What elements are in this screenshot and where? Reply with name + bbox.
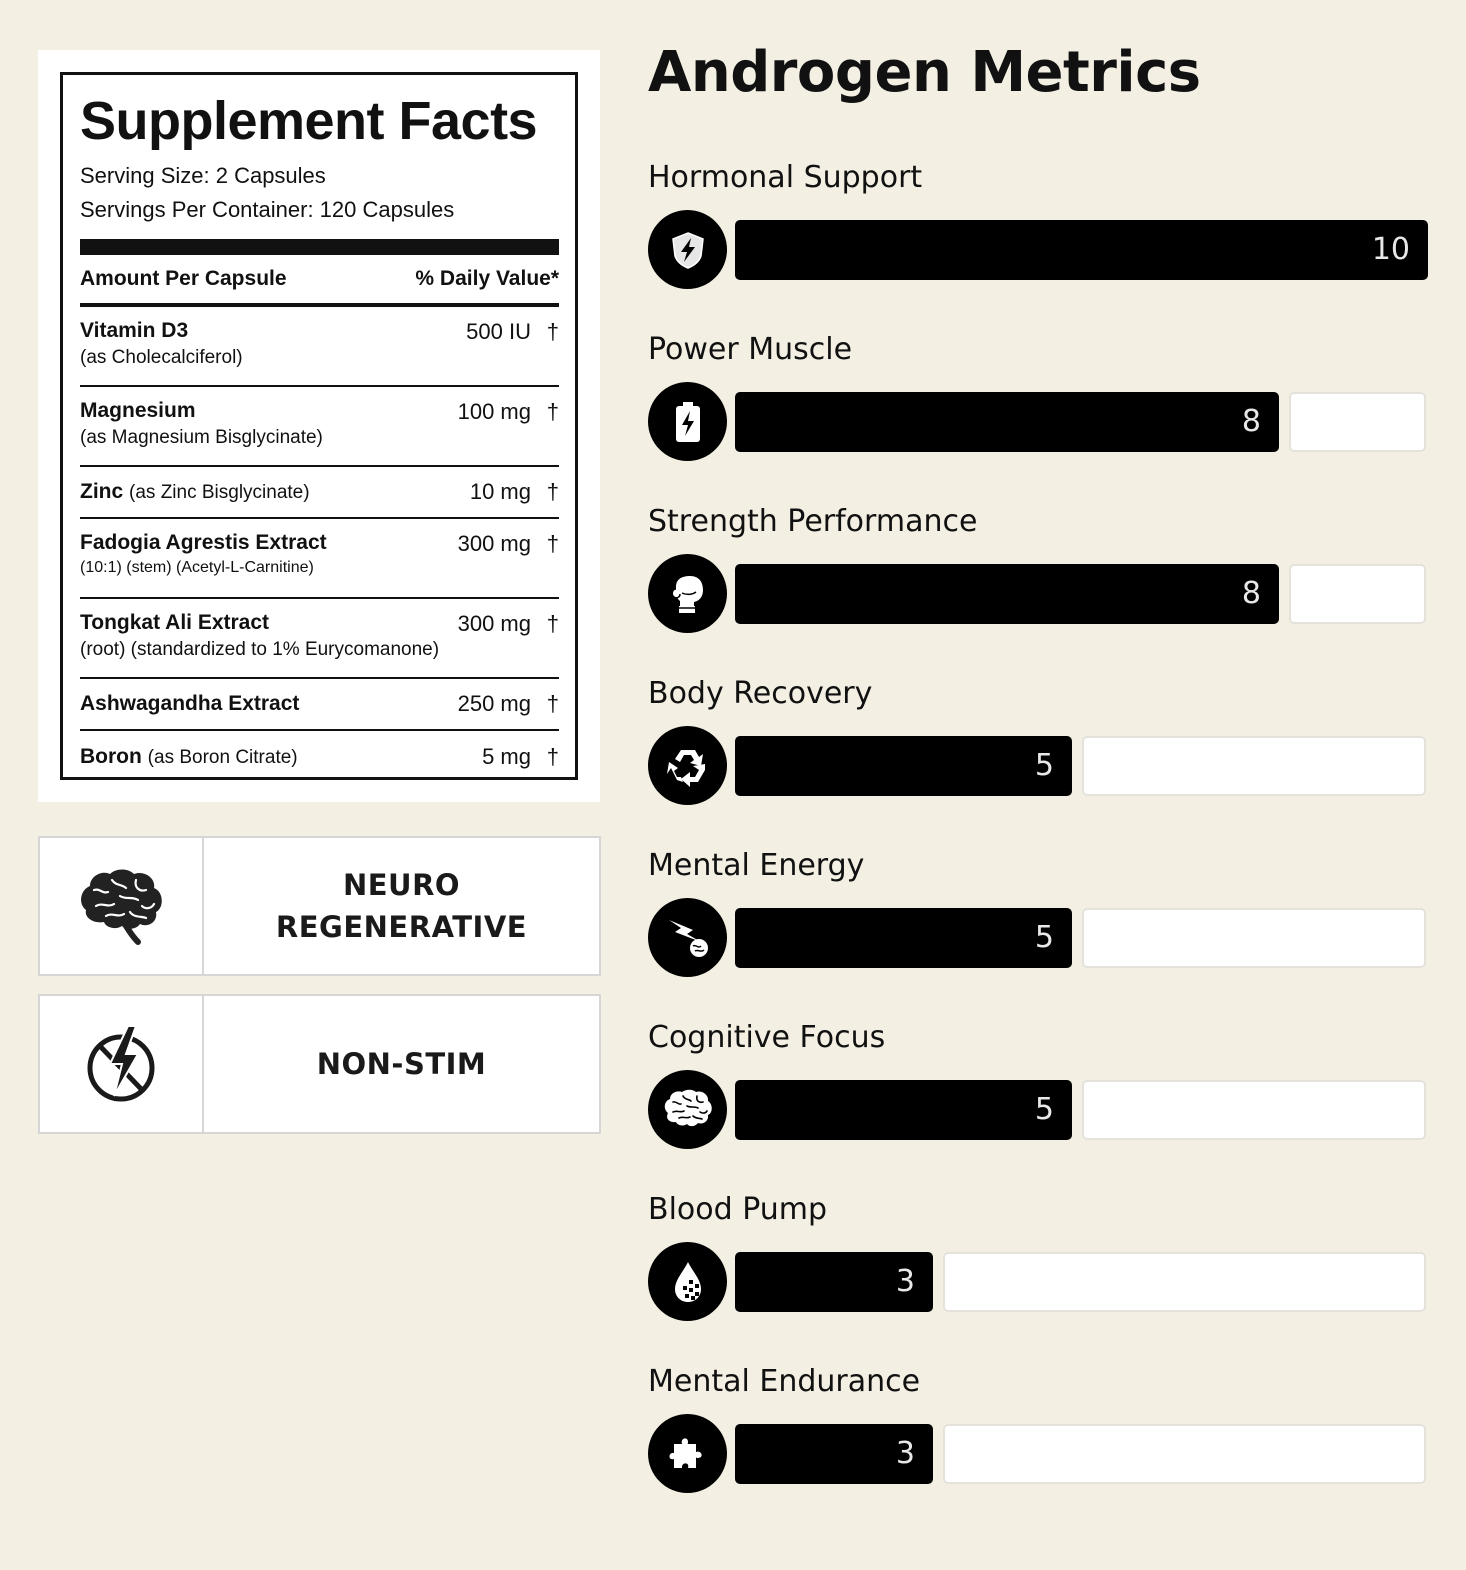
brain-icon [662, 1089, 714, 1131]
metric-row [648, 1364, 1430, 1514]
metric-label: Cognitive Focus [648, 1020, 886, 1055]
recycle-icon [665, 744, 711, 788]
metric-bar [735, 1252, 1428, 1312]
ingredient-name: Boron [80, 745, 142, 768]
metric-bar [735, 564, 1428, 624]
ingredient-amount: 10 mg [469, 479, 531, 504]
divider-bar [80, 239, 559, 255]
non-stim-badge [38, 994, 601, 1134]
metric-label: Hormonal Support [648, 160, 923, 195]
ingredient-amount: 500 IU [466, 319, 531, 344]
metric-bar-remainder [943, 1424, 1426, 1484]
ingredient-name: Tongkat Ali Extract [80, 611, 270, 634]
badge-line-1: NEURO [342, 868, 461, 902]
ingredient-row [80, 467, 559, 519]
metric-label: Blood Pump [648, 1192, 828, 1227]
ingredient-amount: 300 mg [457, 611, 531, 636]
metric-bar-fill [735, 392, 1279, 452]
metric-value: 10 [1371, 232, 1410, 267]
metric-value: 5 [1034, 1092, 1054, 1127]
neuro-regenerative-badge [38, 836, 601, 976]
ingredient-source: (as Cholecalciferol) [80, 347, 243, 368]
metric-label: Mental Endurance [648, 1364, 921, 1399]
facts-title: Supplement Facts [80, 91, 538, 151]
metric-value: 8 [1241, 404, 1261, 439]
metric-bar [735, 392, 1428, 452]
metrics-title: Androgen Metrics [648, 40, 1201, 105]
servings-per-container: Servings Per Container: 120 Capsules [80, 197, 455, 222]
metric-label: Strength Performance [648, 504, 978, 539]
ingredient-row [80, 387, 559, 467]
metric-value: 8 [1241, 576, 1261, 611]
ingredient-name: Fadogia Agrestis Extract [80, 531, 327, 554]
ingredient-row [80, 519, 559, 599]
metric-row [648, 332, 1430, 482]
metric-bar-remainder [1082, 1080, 1426, 1140]
ingredient-source: (root) (standardized to 1% Eurycomanone) [80, 639, 440, 660]
metric-row [648, 504, 1430, 654]
metric-row [648, 848, 1430, 998]
dagger-mark: † [546, 691, 559, 716]
ingredient-row [80, 599, 559, 679]
metric-bar [735, 1424, 1428, 1484]
metric-row [648, 676, 1430, 826]
ingredient-name: Zinc [80, 480, 124, 503]
metric-label: Mental Energy [648, 848, 865, 883]
ingredient-source: (as Zinc Bisglycinate) [129, 482, 310, 503]
dagger-mark: † [546, 319, 559, 344]
dagger-mark: † [546, 744, 559, 769]
metric-bar-remainder [1289, 392, 1426, 452]
metric-label: Power Muscle [648, 332, 853, 367]
supplement-facts-label [60, 72, 578, 780]
ingredient-row [80, 307, 559, 387]
ingredient-source: (as Boron Citrate) [147, 747, 298, 768]
ingredient-source: (10:1) (stem) (Acetyl-L-Carnitine) [80, 559, 314, 576]
metric-bar-fill [735, 220, 1428, 280]
facts-header-row [80, 255, 559, 307]
boxing-glove-icon [668, 573, 708, 615]
ingredient-amount: 250 mg [457, 691, 531, 716]
metric-bar-remainder [1082, 908, 1426, 968]
metric-bar-remainder [1082, 736, 1426, 796]
metric-bar [735, 736, 1428, 796]
metric-bar-remainder [943, 1252, 1426, 1312]
badge-line-2: REGENERATIVE [275, 910, 528, 944]
ingredient-row [80, 679, 559, 731]
puzzle-icon [666, 1432, 710, 1476]
daily-value-header: % Daily Value* [415, 267, 559, 290]
metric-bar [735, 220, 1428, 280]
no-stimulant-icon [84, 1024, 158, 1104]
dagger-mark: † [546, 399, 559, 424]
supplement-facts-panel [38, 50, 600, 802]
ingredient-amount: 100 mg [457, 399, 531, 424]
ingredient-name: Ashwagandha Extract [80, 692, 300, 715]
metric-bar-fill [735, 564, 1279, 624]
badge-line-1: NON-STIM [316, 1047, 487, 1081]
dagger-mark: † [546, 479, 559, 504]
metric-value: 3 [895, 1436, 915, 1471]
serving-size: Serving Size: 2 Capsules [80, 163, 326, 188]
metric-bar [735, 1080, 1428, 1140]
metric-bar [735, 908, 1428, 968]
metric-value: 5 [1034, 920, 1054, 955]
battery-icon [671, 401, 705, 443]
ingredient-amount: 5 mg [482, 744, 531, 769]
metric-row [648, 1020, 1430, 1170]
ingredient-source: (as Magnesium Bisglycinate) [80, 427, 323, 448]
metric-bar-fill [735, 1424, 933, 1484]
dagger-mark: † [546, 531, 559, 556]
shield-bolt-icon [668, 230, 708, 270]
drop-icon [671, 1260, 705, 1304]
ingredient-name: Vitamin D3 [80, 319, 189, 342]
metric-row [648, 160, 1430, 310]
metric-row [648, 1192, 1430, 1342]
amount-per-capsule-header: Amount Per Capsule [80, 267, 287, 290]
ingredient-row [80, 731, 559, 783]
dagger-mark: † [546, 611, 559, 636]
metric-bar-fill [735, 1080, 1072, 1140]
metric-bar-remainder [1289, 564, 1426, 624]
metric-label: Body Recovery [648, 676, 873, 711]
metric-bar-fill [735, 1252, 933, 1312]
lightning-brain-icon [665, 916, 711, 960]
brain-icon [76, 866, 166, 946]
metric-value: 5 [1034, 748, 1054, 783]
ingredient-name: Magnesium [80, 399, 196, 422]
metric-bar-fill [735, 736, 1072, 796]
ingredient-amount: 300 mg [457, 531, 531, 556]
metric-bar-fill [735, 908, 1072, 968]
metric-value: 3 [895, 1264, 915, 1299]
